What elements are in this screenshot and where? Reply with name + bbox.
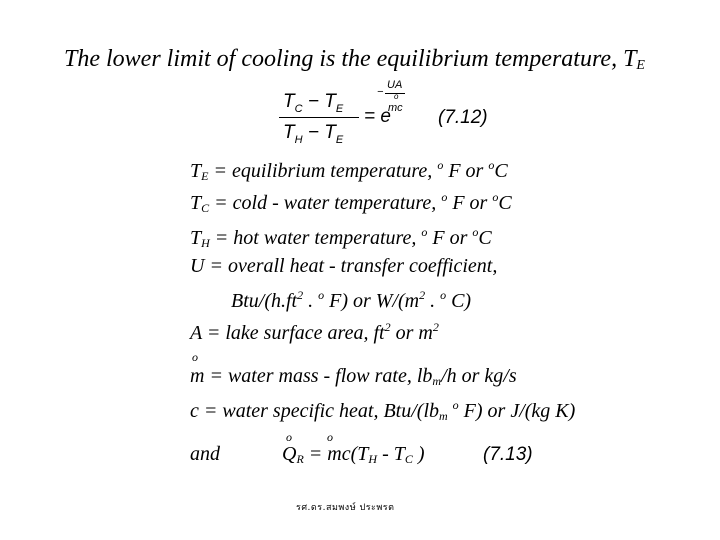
definition-m: m = water mass - flow rate, $lb_m/h$ or kg/s [190,365,517,388]
title-subscript: E [636,58,645,73]
eq712-exp-numerator: UA [387,79,403,91]
eq713-and: and [190,443,220,465]
eq712-fraction-bar [279,117,359,118]
definition-u: U = overall heat - transfer coefficient, [190,255,498,277]
title-text: The lower limit of cooling is the equilibrium temperature, T [64,46,637,72]
eq713-dot-q: o [286,430,292,444]
eq712-denominator: $T_H - T_E$ [283,122,344,146]
eq712-exp-minus: − [377,86,384,98]
eq713-body: $Q_R = mc(T_H - T_C$ ) [282,443,425,466]
eq712-equals-e: = e [364,106,391,127]
eq713-dot-m: o [327,430,333,444]
eq712-exp-dot: o [394,92,399,101]
definition-tc: $T_C$ = cold - water temperature, $^o$ F or $^o$C [190,190,512,215]
eq712-exp-denominator: mc [388,102,403,114]
definition-u-units: Btu/($h.ft^2$ . $^o$ F) or $W/(m^2$ . $^o$ C) [231,288,472,312]
eq712-reference: (7.12) [438,107,488,128]
definition-c: c = water specific heat, Btu/($lb_m$ $^o$ F) or J/(kg K) [190,398,576,423]
eq713-reference: (7.13) [483,444,533,465]
footer-author: รศ.ดร.สมพงษ์ ประพรต [296,503,395,513]
definition-a: A = lake surface area, $ft^2$ or $m^2$ [190,320,439,344]
m-dot-marker: o [192,350,198,364]
definition-te: $T_E$ = equilibrium temperature, $^o$ F or $^o$C [190,158,508,183]
slide-title [64,46,645,74]
eq712-numerator: $T_C - T_E$ [283,91,344,115]
definition-th: $T_H$ = hot water temperature, $^o$ F or $^o$C [190,225,492,250]
